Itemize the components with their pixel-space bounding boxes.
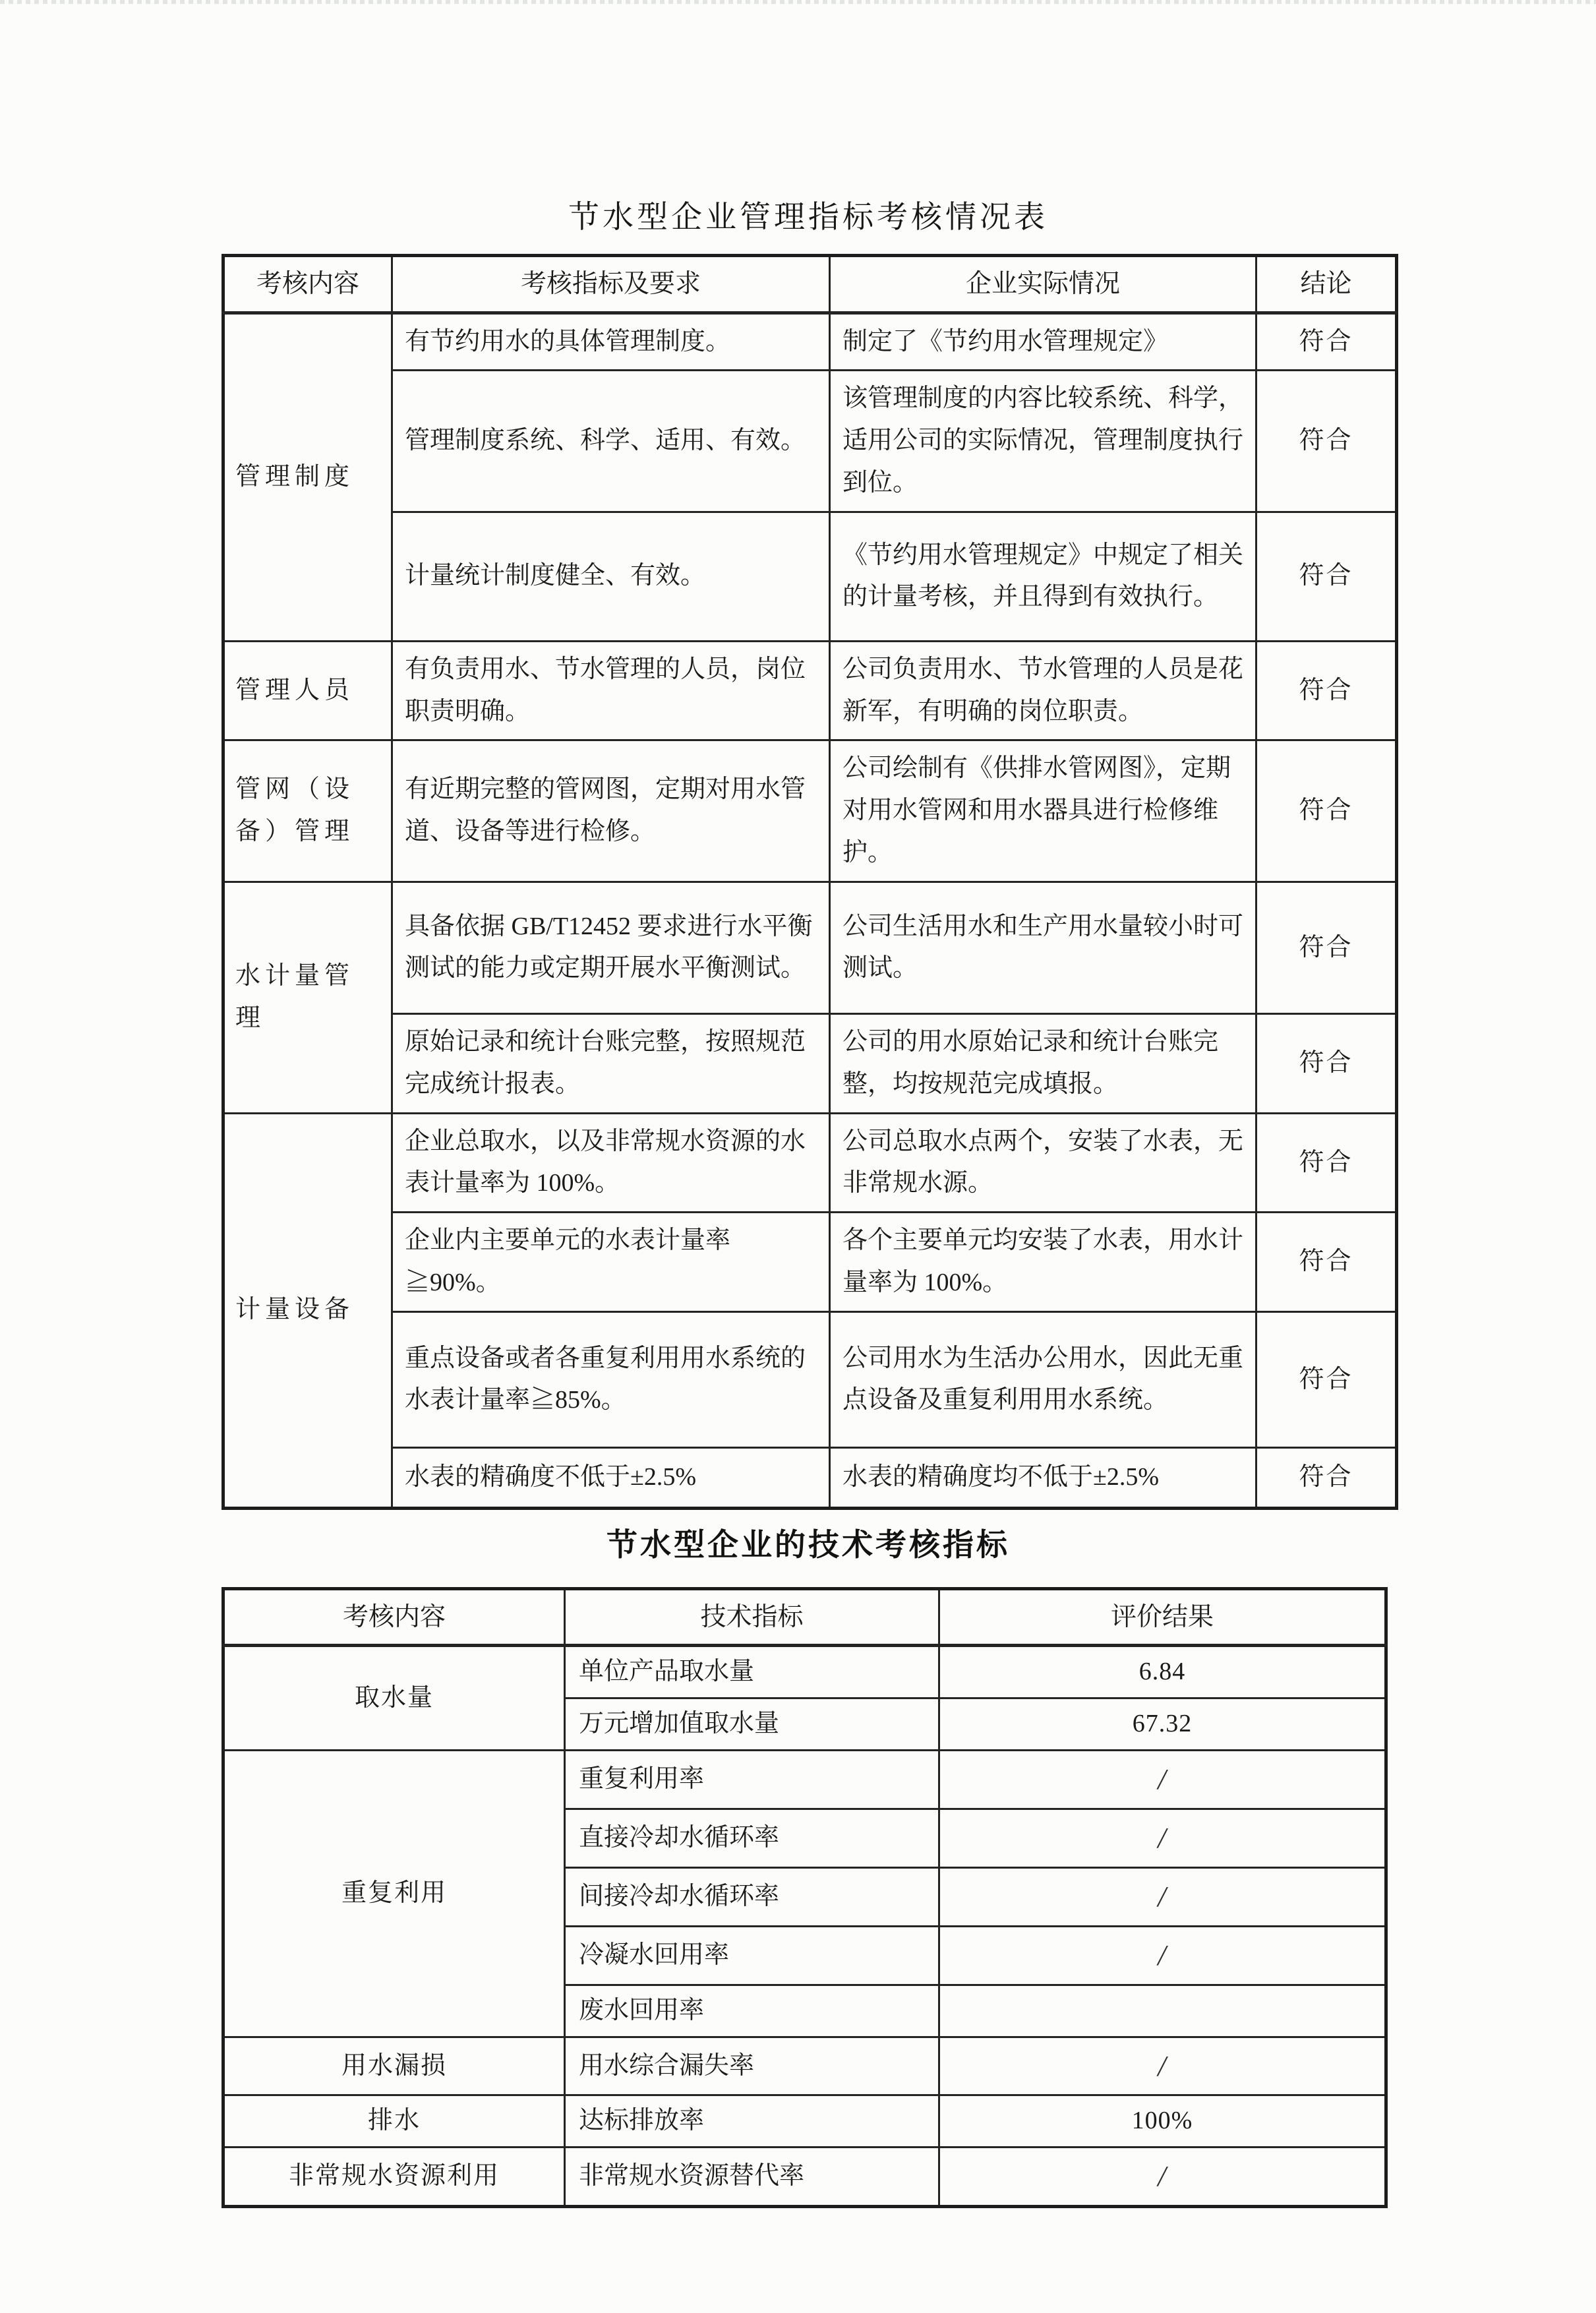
table-row	[223, 2148, 1386, 2207]
conclusion-cell: 符合	[1256, 1311, 1397, 1447]
table2-header-result: 评价结果	[939, 1588, 1386, 1646]
category-cell: 重复利用	[223, 1751, 565, 2037]
table2-title: 节水型企业的技术考核指标	[606, 1528, 1010, 1563]
actual-cell: 各个主要单元均安装了水表，用水计量率为 100%。	[830, 1213, 1256, 1312]
indicator-cell: 有近期完整的管网图，定期对用水管道、设备等进行检修。	[392, 740, 830, 882]
table1-header-conclusion: 结论	[1256, 256, 1397, 313]
actual-cell: 公司负责用水、节水管理的人员是花新军，有明确的岗位职责。	[830, 641, 1256, 740]
category-cell: 排水	[223, 2095, 565, 2148]
category-cell: 非常规水资源利用	[223, 2148, 565, 2207]
conclusion-cell: 符合	[1256, 512, 1397, 641]
category-cell: 管理人员	[223, 641, 392, 740]
table-row	[223, 1013, 1397, 1113]
indicator-cell: 重复利用率	[565, 1751, 939, 1809]
actual-cell: 公司总取水点两个，安装了水表，无非常规水源。	[830, 1113, 1256, 1213]
document-content	[222, 193, 1395, 2208]
table2-header-content: 考核内容	[223, 1588, 565, 1646]
indicator-cell: 有节约用水的具体管理制度。	[392, 313, 830, 371]
conclusion-cell: 符合	[1256, 1213, 1397, 1312]
result-cell: /	[939, 1809, 1386, 1868]
result-cell: /	[939, 1926, 1386, 1985]
conclusion-cell: 符合	[1256, 1447, 1397, 1508]
actual-cell: 《节约用水管理规定》中规定了相关的计量考核，并且得到有效执行。	[830, 512, 1256, 641]
indicator-cell: 达标排放率	[565, 2095, 939, 2148]
indicator-cell: 重点设备或者各重复利用用水系统的水表计量率≧85%。	[392, 1311, 830, 1447]
indicator-cell: 计量统计制度健全、有效。	[392, 512, 830, 641]
indicator-cell: 冷凝水回用率	[565, 1926, 939, 1985]
actual-cell: 公司的用水原始记录和统计台账完整，均按规范完成填报。	[830, 1013, 1256, 1113]
result-cell: /	[939, 2148, 1386, 2207]
conclusion-cell: 符合	[1256, 740, 1397, 882]
category-cell: 水计量管理	[223, 882, 392, 1113]
result-cell: /	[939, 1751, 1386, 1809]
table-row	[223, 2037, 1386, 2095]
table1-title: 节水型企业管理指标考核情况表	[568, 200, 1048, 235]
result-cell: 6.84	[939, 1646, 1386, 1698]
table-row	[223, 2095, 1386, 2148]
actual-cell: 水表的精确度均不低于±2.5%	[830, 1447, 1256, 1508]
table-row	[223, 641, 1397, 740]
category-cell: 管网（设备）管理	[223, 740, 392, 882]
indicator-cell: 原始记录和统计台账完整，按照规范完成统计报表。	[392, 1013, 830, 1113]
actual-cell: 该管理制度的内容比较系统、科学，适用公司的实际情况，管理制度执行到位。	[830, 371, 1256, 512]
table-row	[223, 313, 1397, 371]
indicator-cell: 直接冷却水循环率	[565, 1809, 939, 1868]
table-row	[223, 1113, 1397, 1213]
conclusion-cell: 符合	[1256, 1113, 1397, 1213]
conclusion-cell: 符合	[1256, 313, 1397, 371]
conclusion-cell: 符合	[1256, 371, 1397, 512]
table-row	[223, 371, 1397, 512]
scan-edge-artifact	[0, 0, 1596, 4]
actual-cell: 公司生活用水和生产用水量较小时可测试。	[830, 882, 1256, 1013]
result-cell: 100%	[939, 2095, 1386, 2148]
indicator-cell: 有负责用水、节水管理的人员，岗位职责明确。	[392, 641, 830, 740]
category-cell: 用水漏损	[223, 2037, 565, 2095]
table2-header-row	[223, 1588, 1386, 1646]
table-row	[223, 1311, 1397, 1447]
indicator-cell: 单位产品取水量	[565, 1646, 939, 1698]
indicator-cell: 非常规水资源替代率	[565, 2148, 939, 2207]
table-row	[223, 1213, 1397, 1312]
result-cell: 67.32	[939, 1698, 1386, 1751]
table1-header-content: 考核内容	[223, 256, 392, 313]
indicator-cell: 万元增加值取水量	[565, 1698, 939, 1751]
indicator-cell: 水表的精确度不低于±2.5%	[392, 1447, 830, 1508]
actual-cell: 公司绘制有《供排水管网图》，定期对用水管网和用水器具进行检修维护。	[830, 740, 1256, 882]
table-row	[223, 1646, 1386, 1698]
indicator-cell: 企业总取水，以及非常规水资源的水表计量率为 100%。	[392, 1113, 830, 1213]
conclusion-cell: 符合	[1256, 1013, 1397, 1113]
table2-header-indicator: 技术指标	[565, 1588, 939, 1646]
indicator-cell: 间接冷却水循环率	[565, 1867, 939, 1926]
result-cell: /	[939, 1867, 1386, 1926]
table-row	[223, 512, 1397, 641]
table-row	[223, 1447, 1397, 1508]
indicator-cell: 用水综合漏失率	[565, 2037, 939, 2095]
indicator-cell: 废水回用率	[565, 1985, 939, 2037]
table1-header-row	[223, 256, 1397, 313]
table1-header-actual: 企业实际情况	[830, 256, 1256, 313]
table-row	[223, 1751, 1386, 1809]
table-row	[223, 740, 1397, 882]
indicator-cell: 企业内主要单元的水表计量率≧90%。	[392, 1213, 830, 1312]
indicator-cell: 具备依据 GB/T12452 要求进行水平衡测试的能力或定期开展水平衡测试。	[392, 882, 830, 1013]
technical-indicators-table	[222, 1587, 1388, 2208]
actual-cell: 制定了《节约用水管理规定》	[830, 313, 1256, 371]
management-indicators-table	[222, 254, 1398, 1510]
result-cell-empty	[939, 1985, 1386, 2037]
actual-cell: 公司用水为生活办公用水，因此无重点设备及重复利用用水系统。	[830, 1311, 1256, 1447]
category-cell: 计量设备	[223, 1113, 392, 1508]
category-cell: 管理制度	[223, 313, 392, 641]
conclusion-cell: 符合	[1256, 641, 1397, 740]
result-cell: /	[939, 2037, 1386, 2095]
category-cell: 取水量	[223, 1646, 565, 1751]
conclusion-cell: 符合	[1256, 882, 1397, 1013]
table-row	[223, 882, 1397, 1013]
indicator-cell: 管理制度系统、科学、适用、有效。	[392, 371, 830, 512]
table1-header-indicator: 考核指标及要求	[392, 256, 830, 313]
